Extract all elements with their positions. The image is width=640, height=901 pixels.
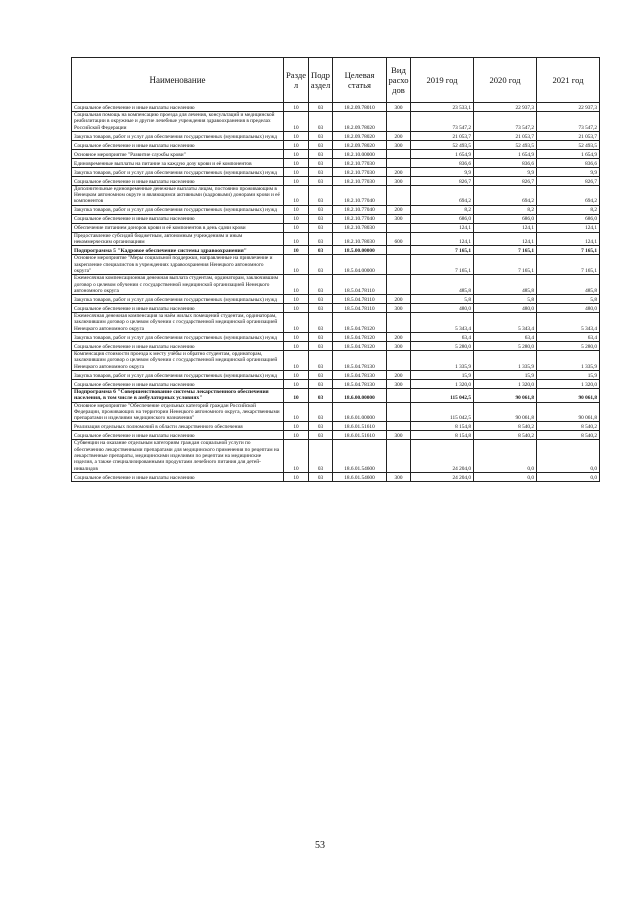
row-2020-cell: 1 654,9 — [474, 149, 537, 158]
row-target-article-cell: 18.5.04.78120 — [333, 342, 387, 351]
header-name: Наименование — [72, 58, 284, 103]
page-number: 53 — [315, 840, 325, 851]
row-name-cell: Социальная помощь на компенсацию проезда для лечения, консультаций и медицинской реабилитации в окружные и другие лечебные учреждения здравоохранения в пределах Российской Федерации — [72, 112, 284, 132]
row-section-cell: 10 — [284, 131, 309, 140]
row-section-cell: 10 — [284, 223, 309, 232]
row-2019-cell: 15,9 — [411, 370, 474, 379]
row-expense-type-cell: 200 — [387, 333, 411, 342]
row-target-article-cell: 18.5.04.78110 — [333, 295, 387, 304]
row-section-cell: 10 — [284, 422, 309, 431]
row-2019-cell: 124,1 — [411, 223, 474, 232]
row-expense-type-cell: 300 — [387, 140, 411, 149]
row-expense-type-cell — [387, 313, 411, 333]
row-name-cell: Закупка товаров, работ и услуг для обеспечения государственных (муниципальных) нужд — [72, 295, 284, 304]
row-2019-cell: 115 042,5 — [411, 402, 474, 422]
row-name-cell: Единовременные выплаты на питание за каждую дозу крови и её компонентов — [72, 158, 284, 167]
table-row — [72, 333, 600, 342]
row-name-cell: Компенсация стоимости проезда к месту учёбы и обратно студентам, ординаторам, заключившим договор о целевом обучении с государственной медицинской организацией Ненецкого автономного округа — [72, 351, 284, 371]
row-2019-cell: 480,0 — [411, 304, 474, 313]
row-2019-cell: 7 165,1 — [411, 246, 474, 255]
row-2020-cell: 52 493,5 — [474, 140, 537, 149]
row-2019-cell: 115 042,5 — [411, 388, 474, 402]
row-section-cell: 10 — [284, 313, 309, 333]
table-row — [72, 275, 600, 295]
row-2021-cell: 5 280,0 — [537, 342, 600, 351]
row-2021-cell: 1 335,9 — [537, 351, 600, 371]
row-target-article-cell: 18.5.04.78120 — [333, 313, 387, 333]
row-subsection-cell: 03 — [309, 431, 333, 440]
row-subsection-cell: 03 — [309, 313, 333, 333]
row-2020-cell: 5 343,4 — [474, 313, 537, 333]
row-expense-type-cell: 300 — [387, 214, 411, 223]
row-2019-cell: 8 154,8 — [411, 422, 474, 431]
row-name-cell: Социальное обеспечение и иные выплаты населению — [72, 431, 284, 440]
row-subsection-cell: 03 — [309, 223, 333, 232]
row-name-cell: Субвенции на оказание отдельным категориям граждан социальной услуги по обеспечению лекарственными препаратами для медицинского применения по рецептам на лекарственные препараты, медицинскими изделиями по рецептам на медицинские изделия, а также специализированными продуктами лечебного питания для детей-инвалидов — [72, 440, 284, 472]
row-2021-cell: 8 540,2 — [537, 431, 600, 440]
table-row — [72, 246, 600, 255]
row-2021-cell: 0,0 — [537, 472, 600, 481]
row-2020-cell: 686,0 — [474, 214, 537, 223]
row-expense-type-cell: 300 — [387, 304, 411, 313]
row-2019-cell: 124,1 — [411, 232, 474, 246]
row-2020-cell: 1 335,9 — [474, 351, 537, 371]
row-section-cell: 10 — [284, 158, 309, 167]
row-subsection-cell: 03 — [309, 167, 333, 176]
row-expense-type-cell — [387, 255, 411, 275]
header-subsection: Подр аздел — [309, 58, 333, 103]
row-section-cell: 10 — [284, 103, 309, 112]
row-2021-cell: 9,9 — [537, 167, 600, 176]
row-2021-cell: 15,9 — [537, 370, 600, 379]
row-section-cell: 10 — [284, 275, 309, 295]
row-target-article-cell: 18.5.04.00000 — [333, 255, 387, 275]
row-subsection-cell: 03 — [309, 131, 333, 140]
row-name-cell: Ежемесячная компенсационная денежная выплата студентам, ординаторам, заключившим договор о целевом обучении с государственной медицинской организацией Ненецкого автономного округа — [72, 275, 284, 295]
row-2021-cell: 7 165,1 — [537, 246, 600, 255]
row-subsection-cell: 03 — [309, 103, 333, 112]
row-subsection-cell: 03 — [309, 140, 333, 149]
table-row — [72, 103, 600, 112]
row-2020-cell: 8 540,2 — [474, 422, 537, 431]
row-2019-cell: 8,2 — [411, 205, 474, 214]
row-name-cell: Закупка товаров, работ и услуг для обеспечения государственных (муниципальных) нужд — [72, 131, 284, 140]
row-2021-cell: 0,0 — [537, 440, 600, 472]
row-name-cell: Предоставление субсидий бюджетным, автономным учреждениям и иным некоммерческим организациям — [72, 232, 284, 246]
row-2020-cell: 826,7 — [474, 176, 537, 185]
row-subsection-cell: 03 — [309, 379, 333, 388]
row-2020-cell: 124,1 — [474, 223, 537, 232]
row-section-cell: 10 — [284, 214, 309, 223]
row-2021-cell: 694,2 — [537, 185, 600, 205]
row-expense-type-cell — [387, 158, 411, 167]
table-row — [72, 304, 600, 313]
row-subsection-cell: 03 — [309, 333, 333, 342]
row-expense-type-cell: 300 — [387, 431, 411, 440]
row-target-article-cell: 18.6.01.54600 — [333, 472, 387, 481]
row-2019-cell: 5 343,4 — [411, 313, 474, 333]
row-subsection-cell: 03 — [309, 246, 333, 255]
row-expense-type-cell: 200 — [387, 167, 411, 176]
table-row — [72, 388, 600, 402]
row-2019-cell: 5,8 — [411, 295, 474, 304]
row-2020-cell: 21 053,7 — [474, 131, 537, 140]
row-section-cell: 10 — [284, 112, 309, 132]
row-2019-cell: 485,8 — [411, 275, 474, 295]
row-2020-cell: 485,8 — [474, 275, 537, 295]
table-header — [72, 58, 600, 103]
row-expense-type-cell: 300 — [387, 342, 411, 351]
row-2021-cell: 90 061,8 — [537, 388, 600, 402]
table-row — [72, 112, 600, 132]
row-name-cell: Социальное обеспечение и иные выплаты населению — [72, 214, 284, 223]
header-year-2021: 2021 год — [537, 58, 600, 103]
row-target-article-cell: 18.2.09.78020 — [333, 131, 387, 140]
row-2021-cell: 8 540,2 — [537, 422, 600, 431]
row-section-cell: 10 — [284, 185, 309, 205]
row-2020-cell: 694,2 — [474, 185, 537, 205]
row-2020-cell: 7 165,1 — [474, 255, 537, 275]
row-subsection-cell: 03 — [309, 472, 333, 481]
table-row — [72, 223, 600, 232]
row-2021-cell: 22 937,3 — [537, 103, 600, 112]
table-body — [72, 103, 600, 482]
row-target-article-cell: 18.6.00.00000 — [333, 388, 387, 402]
row-2019-cell: 21 053,7 — [411, 131, 474, 140]
row-subsection-cell: 03 — [309, 185, 333, 205]
row-section-cell: 10 — [284, 342, 309, 351]
header-target-article: Целевая статья — [333, 58, 387, 103]
row-target-article-cell: 18.5.04.78130 — [333, 351, 387, 371]
row-2021-cell: 124,1 — [537, 223, 600, 232]
header-year-2019: 2019 год — [411, 58, 474, 103]
row-2019-cell: 5 280,0 — [411, 342, 474, 351]
row-target-article-cell: 18.2.09.78020 — [333, 112, 387, 132]
row-target-article-cell: 18.2.10.00000 — [333, 149, 387, 158]
budget-document-sheet — [71, 57, 599, 482]
row-2021-cell: 826,7 — [537, 176, 600, 185]
row-target-article-cell: 18.2.09.78010 — [333, 103, 387, 112]
row-2021-cell: 480,0 — [537, 304, 600, 313]
row-subsection-cell: 03 — [309, 176, 333, 185]
row-2021-cell: 1 654,9 — [537, 149, 600, 158]
table-row — [72, 440, 600, 472]
row-section-cell: 10 — [284, 370, 309, 379]
row-2021-cell: 5,8 — [537, 295, 600, 304]
row-name-cell: Основное мероприятие "Развитие службы крови" — [72, 149, 284, 158]
header-section: Разде л — [284, 58, 309, 103]
row-name-cell: Закупка товаров, работ и услуг для обеспечения государственных (муниципальных) нужд — [72, 370, 284, 379]
row-name-cell: Закупка товаров, работ и услуг для обеспечения государственных (муниципальных) нужд — [72, 205, 284, 214]
row-name-cell: Закупка товаров, работ и услуг для обеспечения государственных (муниципальных) нужд — [72, 333, 284, 342]
row-2021-cell: 485,8 — [537, 275, 600, 295]
table-row — [72, 214, 600, 223]
row-2020-cell: 0,0 — [474, 472, 537, 481]
row-name-cell: Дополнительные единовременные денежные выплаты лицам, постоянно проживающим в Ненецком автономном округе и являющимся активными (кадровыми) донорами крови и её компонентов — [72, 185, 284, 205]
row-2021-cell: 124,1 — [537, 232, 600, 246]
row-section-cell: 10 — [284, 149, 309, 158]
table-row — [72, 351, 600, 371]
row-2020-cell: 0,0 — [474, 440, 537, 472]
row-subsection-cell: 03 — [309, 232, 333, 246]
row-2021-cell: 90 061,8 — [537, 402, 600, 422]
row-target-article-cell: 18.5.04.78130 — [333, 379, 387, 388]
row-target-article-cell: 18.5.04.78110 — [333, 304, 387, 313]
table-row — [72, 422, 600, 431]
row-target-article-cell: 18.6.01.51610 — [333, 431, 387, 440]
row-target-article-cell: 18.2.10.77040 — [333, 214, 387, 223]
row-2019-cell: 836,6 — [411, 158, 474, 167]
row-2021-cell: 7 165,1 — [537, 255, 600, 275]
row-expense-type-cell — [387, 112, 411, 132]
row-2019-cell: 7 165,1 — [411, 255, 474, 275]
row-name-cell: Подпрограмма 5 "Кадровое обеспечение системы здравоохранения" — [72, 246, 284, 255]
row-expense-type-cell: 200 — [387, 295, 411, 304]
row-subsection-cell: 03 — [309, 422, 333, 431]
row-expense-type-cell — [387, 223, 411, 232]
row-subsection-cell: 03 — [309, 388, 333, 402]
row-subsection-cell: 03 — [309, 205, 333, 214]
row-section-cell: 10 — [284, 333, 309, 342]
row-name-cell: Социальное обеспечение и иные выплаты населению — [72, 176, 284, 185]
row-2020-cell: 90 061,8 — [474, 402, 537, 422]
row-target-article-cell: 18.6.01.54600 — [333, 440, 387, 472]
row-2021-cell: 8,2 — [537, 205, 600, 214]
row-2019-cell: 694,2 — [411, 185, 474, 205]
row-expense-type-cell: 200 — [387, 370, 411, 379]
row-expense-type-cell — [387, 388, 411, 402]
table-row — [72, 402, 600, 422]
row-target-article-cell: 18.2.10.78030 — [333, 223, 387, 232]
table-row — [72, 205, 600, 214]
row-2019-cell: 63,4 — [411, 333, 474, 342]
row-section-cell: 10 — [284, 176, 309, 185]
row-2020-cell: 5,8 — [474, 295, 537, 304]
row-expense-type-cell — [387, 351, 411, 371]
row-name-cell: Основное мероприятие "Меры социальной поддержки, направленные на привлечение и закрепление специалистов в учреждениях здравоохранения Ненецкого автономного округа" — [72, 255, 284, 275]
row-name-cell: Социальное обеспечение и иные выплаты населению — [72, 140, 284, 149]
row-2020-cell: 8,2 — [474, 205, 537, 214]
row-expense-type-cell: 300 — [387, 472, 411, 481]
table-row — [72, 295, 600, 304]
row-expense-type-cell: 600 — [387, 232, 411, 246]
row-2021-cell: 1 320,0 — [537, 379, 600, 388]
row-expense-type-cell: 300 — [387, 176, 411, 185]
row-target-article-cell: 18.2.10.78030 — [333, 232, 387, 246]
table-row — [72, 379, 600, 388]
row-section-cell: 10 — [284, 472, 309, 481]
row-subsection-cell: 03 — [309, 351, 333, 371]
table-row — [72, 232, 600, 246]
row-2021-cell: 63,4 — [537, 333, 600, 342]
row-2020-cell: 124,1 — [474, 232, 537, 246]
row-name-cell: Реализация отдельных полномочий в области лекарственного обеспечения — [72, 422, 284, 431]
row-expense-type-cell: 300 — [387, 379, 411, 388]
row-section-cell: 10 — [284, 295, 309, 304]
row-2021-cell: 836,6 — [537, 158, 600, 167]
row-2020-cell: 7 165,1 — [474, 246, 537, 255]
table-row — [72, 255, 600, 275]
row-subsection-cell: 03 — [309, 440, 333, 472]
row-2020-cell: 90 061,8 — [474, 388, 537, 402]
row-subsection-cell: 03 — [309, 295, 333, 304]
row-2021-cell: 73 547,2 — [537, 112, 600, 132]
table-row — [72, 342, 600, 351]
row-2021-cell: 5 343,4 — [537, 313, 600, 333]
row-2020-cell: 73 547,2 — [474, 112, 537, 132]
row-2020-cell: 22 937,3 — [474, 103, 537, 112]
row-subsection-cell: 03 — [309, 304, 333, 313]
row-2020-cell: 63,4 — [474, 333, 537, 342]
row-name-cell: Социальное обеспечение и иные выплаты населению — [72, 379, 284, 388]
table-row — [72, 370, 600, 379]
row-section-cell: 10 — [284, 205, 309, 214]
budget-table — [71, 57, 600, 482]
row-subsection-cell: 03 — [309, 149, 333, 158]
row-target-article-cell: 18.6.01.00000 — [333, 402, 387, 422]
row-name-cell: Социальное обеспечение и иные выплаты населению — [72, 304, 284, 313]
row-subsection-cell: 03 — [309, 255, 333, 275]
row-expense-type-cell: 200 — [387, 205, 411, 214]
row-expense-type-cell — [387, 440, 411, 472]
table-row — [72, 185, 600, 205]
row-name-cell: Социальное обеспечение и иные выплаты населению — [72, 472, 284, 481]
row-name-cell: Подпрограмма 6 "Совершенствование системы лекарственного обеспечения населения, в том числе в амбулаторных условиях" — [72, 388, 284, 402]
row-expense-type-cell: 200 — [387, 131, 411, 140]
row-2019-cell: 1 654,9 — [411, 149, 474, 158]
row-2019-cell: 1 335,9 — [411, 351, 474, 371]
row-section-cell: 10 — [284, 431, 309, 440]
row-2019-cell: 23 533,1 — [411, 103, 474, 112]
row-section-cell: 10 — [284, 140, 309, 149]
row-2020-cell: 15,9 — [474, 370, 537, 379]
row-target-article-cell: 18.2.10.77030 — [333, 176, 387, 185]
row-section-cell: 10 — [284, 255, 309, 275]
row-target-article-cell: 18.2.10.77040 — [333, 205, 387, 214]
row-2019-cell: 8 154,8 — [411, 431, 474, 440]
row-subsection-cell: 03 — [309, 370, 333, 379]
row-2019-cell: 52 493,5 — [411, 140, 474, 149]
table-row — [72, 131, 600, 140]
row-2021-cell: 21 053,7 — [537, 131, 600, 140]
row-name-cell: Обеспечение питанием доноров крови и её компонентов в день сдачи крови — [72, 223, 284, 232]
row-target-article-cell: 18.5.04.78120 — [333, 333, 387, 342]
table-row — [72, 313, 600, 333]
table-row — [72, 167, 600, 176]
row-section-cell: 10 — [284, 167, 309, 176]
row-section-cell: 10 — [284, 402, 309, 422]
row-expense-type-cell — [387, 185, 411, 205]
row-target-article-cell: 18.6.01.51610 — [333, 422, 387, 431]
header-year-2020: 2020 год — [474, 58, 537, 103]
row-name-cell: Социальное обеспечение и иные выплаты населению — [72, 103, 284, 112]
row-2019-cell: 73 547,2 — [411, 112, 474, 132]
row-section-cell: 10 — [284, 232, 309, 246]
row-section-cell: 10 — [284, 388, 309, 402]
row-2020-cell: 5 280,0 — [474, 342, 537, 351]
row-subsection-cell: 03 — [309, 402, 333, 422]
table-row — [72, 472, 600, 481]
row-2019-cell: 1 320,0 — [411, 379, 474, 388]
row-expense-type-cell — [387, 149, 411, 158]
row-section-cell: 10 — [284, 246, 309, 255]
row-2019-cell: 686,0 — [411, 214, 474, 223]
table-row — [72, 149, 600, 158]
row-2019-cell: 9,9 — [411, 167, 474, 176]
row-target-article-cell: 18.2.10.77030 — [333, 158, 387, 167]
row-section-cell: 10 — [284, 379, 309, 388]
row-expense-type-cell — [387, 246, 411, 255]
row-expense-type-cell — [387, 402, 411, 422]
table-row — [72, 158, 600, 167]
table-row — [72, 176, 600, 185]
row-2021-cell: 686,0 — [537, 214, 600, 223]
row-subsection-cell: 03 — [309, 112, 333, 132]
row-2021-cell: 52 493,5 — [537, 140, 600, 149]
row-expense-type-cell — [387, 422, 411, 431]
row-2019-cell: 24 204,0 — [411, 440, 474, 472]
row-2020-cell: 8 540,2 — [474, 431, 537, 440]
row-section-cell: 10 — [284, 351, 309, 371]
row-2020-cell: 1 320,0 — [474, 379, 537, 388]
row-target-article-cell: 18.2.10.77040 — [333, 185, 387, 205]
header-expense-type: Вид расхо дов — [387, 58, 411, 103]
row-target-article-cell: 18.2.09.78020 — [333, 140, 387, 149]
table-row — [72, 431, 600, 440]
row-name-cell: Социальное обеспечение и иные выплаты населению — [72, 342, 284, 351]
row-2020-cell: 836,6 — [474, 158, 537, 167]
row-subsection-cell: 03 — [309, 158, 333, 167]
row-2020-cell: 9,9 — [474, 167, 537, 176]
row-name-cell: Ежемесячная денежная компенсация за наём жилых помещений студентам, ординаторам, заключившим договор о целевом обучении с государственной медицинской организацией Ненецкого автономного округа — [72, 313, 284, 333]
row-target-article-cell: 18.5.04.78110 — [333, 275, 387, 295]
row-2019-cell: 24 204,0 — [411, 472, 474, 481]
row-target-article-cell: 18.2.10.77030 — [333, 167, 387, 176]
row-subsection-cell: 03 — [309, 275, 333, 295]
row-name-cell: Закупка товаров, работ и услуг для обеспечения государственных (муниципальных) нужд — [72, 167, 284, 176]
row-section-cell: 10 — [284, 304, 309, 313]
row-2019-cell: 826,7 — [411, 176, 474, 185]
row-target-article-cell: 18.5.00.00000 — [333, 246, 387, 255]
table-row — [72, 140, 600, 149]
row-expense-type-cell — [387, 275, 411, 295]
row-target-article-cell: 18.5.04.78130 — [333, 370, 387, 379]
row-2020-cell: 480,0 — [474, 304, 537, 313]
row-subsection-cell: 03 — [309, 214, 333, 223]
row-section-cell: 10 — [284, 440, 309, 472]
row-name-cell: Основное мероприятие "Обеспечение отдельных категорий граждан Российской Федерации, проживающих на территории Ненецкого автономного округа, лекарственными препаратами и изделиями медицинского назначения" — [72, 402, 284, 422]
row-expense-type-cell: 300 — [387, 103, 411, 112]
row-subsection-cell: 03 — [309, 342, 333, 351]
